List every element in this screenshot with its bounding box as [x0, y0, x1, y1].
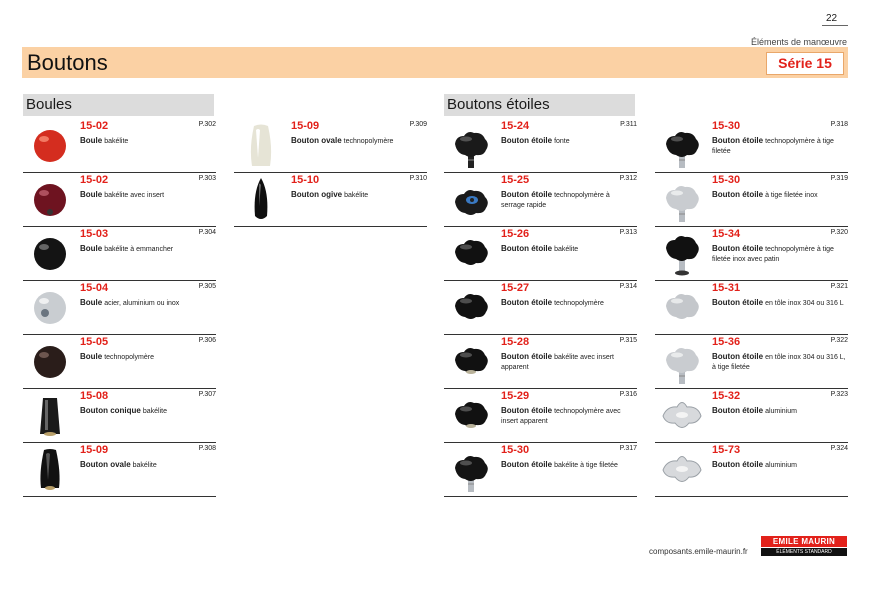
- product-name: Bouton étoile: [501, 298, 553, 307]
- dark-ball-icon: [25, 338, 75, 386]
- product-code: 15-29: [501, 390, 530, 402]
- logo-brand: EMILE MAURIN: [761, 536, 847, 547]
- page-reference[interactable]: P.316: [619, 391, 637, 398]
- page-number: 22: [826, 13, 838, 24]
- product-code: 15-24: [501, 120, 530, 132]
- product-code: 15-31: [712, 282, 741, 294]
- brand-logo: [759, 536, 848, 563]
- product-code: 15-05: [80, 336, 109, 348]
- page-reference[interactable]: P.322: [830, 337, 848, 344]
- product-description: [712, 244, 846, 265]
- star-knob-icon: [446, 230, 496, 278]
- product-name: Bouton étoile: [501, 244, 553, 253]
- product-code: 15-10: [291, 174, 320, 186]
- product-item[interactable]: [444, 390, 637, 443]
- product-description: [80, 136, 214, 147]
- product-material: technopolymère: [554, 300, 604, 307]
- product-description: [501, 460, 635, 471]
- product-name: Bouton étoile: [501, 406, 553, 415]
- product-name: Bouton étoile: [501, 352, 553, 361]
- product-material: bakélite à emmancher: [104, 246, 174, 253]
- product-code: 15-02: [80, 120, 109, 132]
- product-name: Bouton étoile: [501, 460, 553, 469]
- product-description: [501, 406, 635, 427]
- aluminium-star-knob-icon: [657, 446, 707, 494]
- page-reference[interactable]: P.302: [198, 121, 216, 128]
- page-reference[interactable]: P.318: [830, 121, 848, 128]
- product-code: 15-34: [712, 228, 741, 240]
- page-reference[interactable]: P.311: [620, 121, 637, 128]
- page-reference[interactable]: P.304: [198, 229, 216, 236]
- logo-tagline: ÉLÉMENTS STANDARD ÉQUIPEMENTS: [761, 548, 847, 556]
- page-reference[interactable]: P.312: [619, 175, 637, 182]
- product-item[interactable]: [23, 282, 216, 335]
- product-name: Bouton étoile: [712, 352, 764, 361]
- conical-knob-icon: [25, 392, 75, 440]
- steel-star-knob-stud-icon: [657, 338, 707, 386]
- product-description: [501, 136, 635, 147]
- product-name: Bouton étoile: [712, 406, 764, 415]
- product-material: aluminium: [765, 462, 797, 469]
- page-reference[interactable]: P.306: [198, 337, 216, 344]
- black-ball-icon: [25, 230, 75, 278]
- product-item[interactable]: [655, 282, 848, 335]
- product-name: Bouton ogive: [291, 190, 343, 199]
- product-description: [501, 244, 635, 255]
- aluminium-star-knob-icon: [657, 392, 707, 440]
- product-name: Bouton étoile: [712, 460, 764, 469]
- product-material: aluminium: [765, 408, 797, 415]
- product-item[interactable]: [444, 174, 637, 227]
- maroon-ball-icon: [25, 176, 75, 224]
- category-boutons-etoiles: Boutons étoiles: [444, 94, 635, 116]
- product-item[interactable]: [444, 336, 637, 389]
- product-code: 15-08: [80, 390, 109, 402]
- product-code: 15-30: [712, 120, 741, 132]
- product-material: bakélite avec insert: [104, 192, 165, 199]
- white-oval-knob-icon: [236, 122, 286, 170]
- product-item[interactable]: [655, 390, 848, 443]
- product-code: 15-04: [80, 282, 109, 294]
- product-item[interactable]: [234, 174, 427, 227]
- product-item[interactable]: [444, 120, 637, 173]
- product-material: technopolymère: [104, 354, 154, 361]
- product-item[interactable]: [23, 444, 216, 497]
- page-reference[interactable]: P.319: [830, 175, 848, 182]
- product-item[interactable]: [655, 228, 848, 281]
- product-code: 15-30: [712, 174, 741, 186]
- title-bar: [22, 47, 848, 78]
- product-description: [712, 190, 846, 201]
- product-code: 15-32: [712, 390, 741, 402]
- product-material: bakélite: [132, 462, 157, 469]
- product-name: Bouton conique: [80, 406, 141, 415]
- product-description: [712, 406, 846, 417]
- product-name: Bouton étoile: [712, 136, 764, 145]
- page-reference[interactable]: P.315: [619, 337, 637, 344]
- star-knob-threaded-icon: [446, 122, 496, 170]
- product-item[interactable]: [655, 120, 848, 173]
- page-title: Boutons: [27, 50, 108, 75]
- star-knob-insert-icon: [446, 392, 496, 440]
- product-item[interactable]: [23, 336, 216, 389]
- product-description: [80, 406, 214, 417]
- page-number-rule: [822, 25, 848, 26]
- product-code: 15-27: [501, 282, 530, 294]
- product-code: 15-03: [80, 228, 109, 240]
- product-item[interactable]: [655, 174, 848, 227]
- product-name: Boule: [80, 190, 103, 199]
- steel-star-knob-icon: [657, 284, 707, 332]
- product-item[interactable]: [444, 228, 637, 281]
- product-material: technopolymère à tige filetée inox avec patin: [712, 246, 834, 263]
- page-reference[interactable]: P.307: [198, 391, 216, 398]
- product-item[interactable]: [655, 336, 848, 389]
- star-knob-stud-icon: [446, 446, 496, 494]
- product-item[interactable]: [23, 390, 216, 443]
- product-description: [501, 352, 635, 373]
- product-description: [501, 298, 635, 309]
- product-material: acier, aluminium ou inox: [104, 300, 180, 307]
- section-label: Éléments de manœuvre: [750, 37, 847, 47]
- product-name: Bouton ovale: [291, 136, 342, 145]
- product-material: bakélite: [104, 138, 129, 145]
- product-item[interactable]: [23, 228, 216, 281]
- product-description: [501, 190, 635, 211]
- product-item[interactable]: [234, 120, 427, 173]
- product-item[interactable]: [444, 444, 637, 497]
- product-description: [80, 352, 214, 363]
- product-description: [712, 136, 846, 157]
- product-code: 15-36: [712, 336, 741, 348]
- product-material: technopolymère: [343, 138, 394, 145]
- product-code: 15-25: [501, 174, 530, 186]
- product-item[interactable]: [23, 174, 216, 227]
- product-code: 15-09: [291, 120, 320, 132]
- oval-knob-icon: [25, 446, 75, 494]
- product-description: [80, 244, 214, 255]
- page-reference[interactable]: P.317: [619, 445, 637, 452]
- red-ball-icon: [25, 122, 75, 170]
- product-material: fonte: [554, 138, 570, 145]
- steel-star-knob-stud-icon: [657, 176, 707, 224]
- page-reference[interactable]: P.323: [830, 391, 848, 398]
- page-reference[interactable]: P.305: [198, 283, 216, 290]
- product-name: Bouton étoile: [501, 136, 553, 145]
- product-description: [712, 298, 846, 309]
- product-material: à tige filetée inox: [765, 192, 818, 199]
- product-material: bakélite: [344, 192, 369, 199]
- page-reference[interactable]: P.303: [198, 175, 216, 182]
- product-material: en tôle inox 304 ou 316 L: [765, 300, 844, 307]
- product-name: Boule: [80, 298, 103, 307]
- product-name: Bouton étoile: [712, 190, 764, 199]
- product-description: [80, 460, 214, 471]
- product-material: bakélite à tige filetée: [554, 462, 618, 469]
- product-description: [291, 136, 425, 147]
- page-reference[interactable]: P.309: [409, 121, 427, 128]
- star-knob-insert-icon: [446, 338, 496, 386]
- product-description: [291, 190, 425, 201]
- steel-ball-icon: [25, 284, 75, 332]
- product-material: technopolymère à tige filetée: [712, 138, 834, 155]
- product-name: Bouton étoile: [712, 244, 764, 253]
- product-description: [80, 190, 214, 201]
- product-material: technopolymère avec insert apparent: [501, 408, 621, 425]
- page-reference[interactable]: P.310: [409, 175, 427, 182]
- product-code: 15-09: [80, 444, 109, 456]
- star-knob-pad-icon: [657, 230, 707, 278]
- product-name: Bouton étoile: [712, 298, 764, 307]
- star-knob-stud-icon: [657, 122, 707, 170]
- product-code: 15-28: [501, 336, 530, 348]
- product-name: Bouton étoile: [501, 190, 553, 199]
- ogive-knob-icon: [236, 176, 286, 224]
- product-name: Boule: [80, 136, 103, 145]
- category-boules: Boules: [23, 94, 214, 116]
- product-item[interactable]: [23, 120, 216, 173]
- product-code: 15-30: [501, 444, 530, 456]
- product-material: bakélite: [554, 246, 579, 253]
- product-description: [712, 460, 846, 471]
- page-reference[interactable]: P.313: [619, 229, 637, 236]
- page-reference[interactable]: P.320: [830, 229, 848, 236]
- product-code: 15-73: [712, 444, 741, 456]
- product-description: [80, 298, 214, 309]
- star-knob-blue-insert-icon: [446, 176, 496, 224]
- page-reference[interactable]: P.314: [619, 283, 637, 290]
- product-code: 15-26: [501, 228, 530, 240]
- product-name: Boule: [80, 244, 103, 253]
- page-reference[interactable]: P.324: [830, 445, 848, 452]
- product-code: 15-02: [80, 174, 109, 186]
- product-name: Bouton ovale: [80, 460, 131, 469]
- page-reference[interactable]: P.308: [198, 445, 216, 452]
- page-reference[interactable]: P.321: [830, 283, 848, 290]
- series-badge: Série 15: [766, 52, 844, 75]
- product-material: bakélite avec insert apparent: [501, 354, 614, 371]
- product-material: en tôle inox 304 ou 316 L, à tige filetée: [712, 354, 846, 371]
- product-item[interactable]: [655, 444, 848, 497]
- product-material: technopolymère à serrage rapide: [501, 192, 610, 209]
- product-item[interactable]: [444, 282, 637, 335]
- product-material: bakélite: [142, 408, 167, 415]
- product-description: [712, 352, 846, 373]
- website-link[interactable]: composants.emile-maurin.fr: [649, 547, 748, 556]
- product-name: Boule: [80, 352, 103, 361]
- star-knob-icon: [446, 284, 496, 332]
